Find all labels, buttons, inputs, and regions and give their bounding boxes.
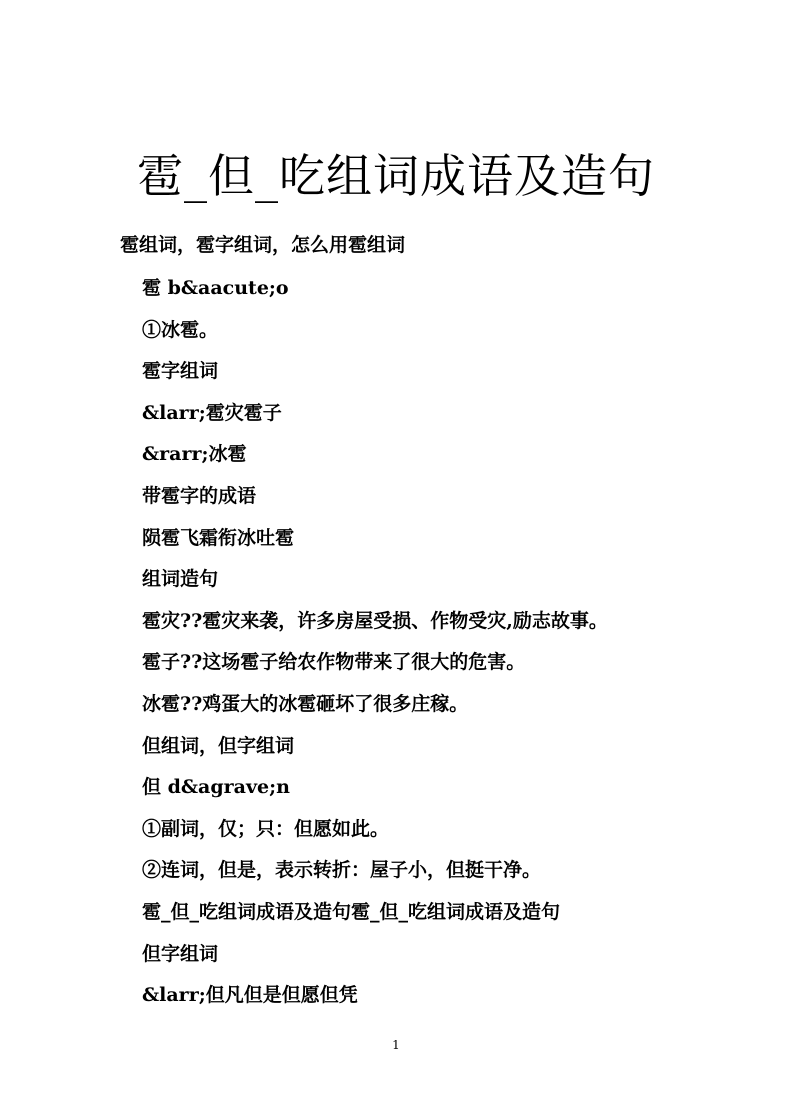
body-line: 雹灾??雹灾来袭，许多房屋受损、作物受灾,励志故事。 [142,609,608,632]
page-title: 雹_但_吃组词成语及造句 [137,149,655,203]
body-line: 陨雹飞霜衔冰吐雹 [142,526,295,549]
body-lines [142,273,782,1022]
body-line: 带雹字的成语 [142,484,257,507]
body-line: &rarr;冰雹 [142,443,247,466]
section-heading: 雹组词，雹字组词，怎么用雹组词 [120,234,406,256]
body-line: 但组词，但字组词 [142,734,295,757]
body-line: 组词造句 [142,568,219,591]
body-line: 雹 b&aacute;o [142,277,289,299]
page-number: 1 [392,1038,400,1052]
body-line: 冰雹??鸡蛋大的冰雹砸坏了很多庄稼。 [142,692,469,715]
body-line: 但字组词 [142,942,219,965]
body-line: 但 d&agrave;n [142,776,290,799]
body-line: &larr;雹灾雹子 [142,401,282,424]
body-line: &larr;但凡但是但愿但凭 [142,984,358,1007]
body-line: 雹_但_吃组词成语及造句雹_但_吃组词成语及造句 [142,900,561,923]
body-line: 雹字组词 [142,360,219,383]
body-line: ②连词，但是，表示转折：屋子小，但挺干净。 [142,859,542,882]
body-line: ①冰雹。 [142,318,219,341]
body-line: 雹子??这场雹子给农作物带来了很大的危害。 [142,651,526,674]
body-line: ①副词，仅；只：但愿如此。 [142,817,390,840]
